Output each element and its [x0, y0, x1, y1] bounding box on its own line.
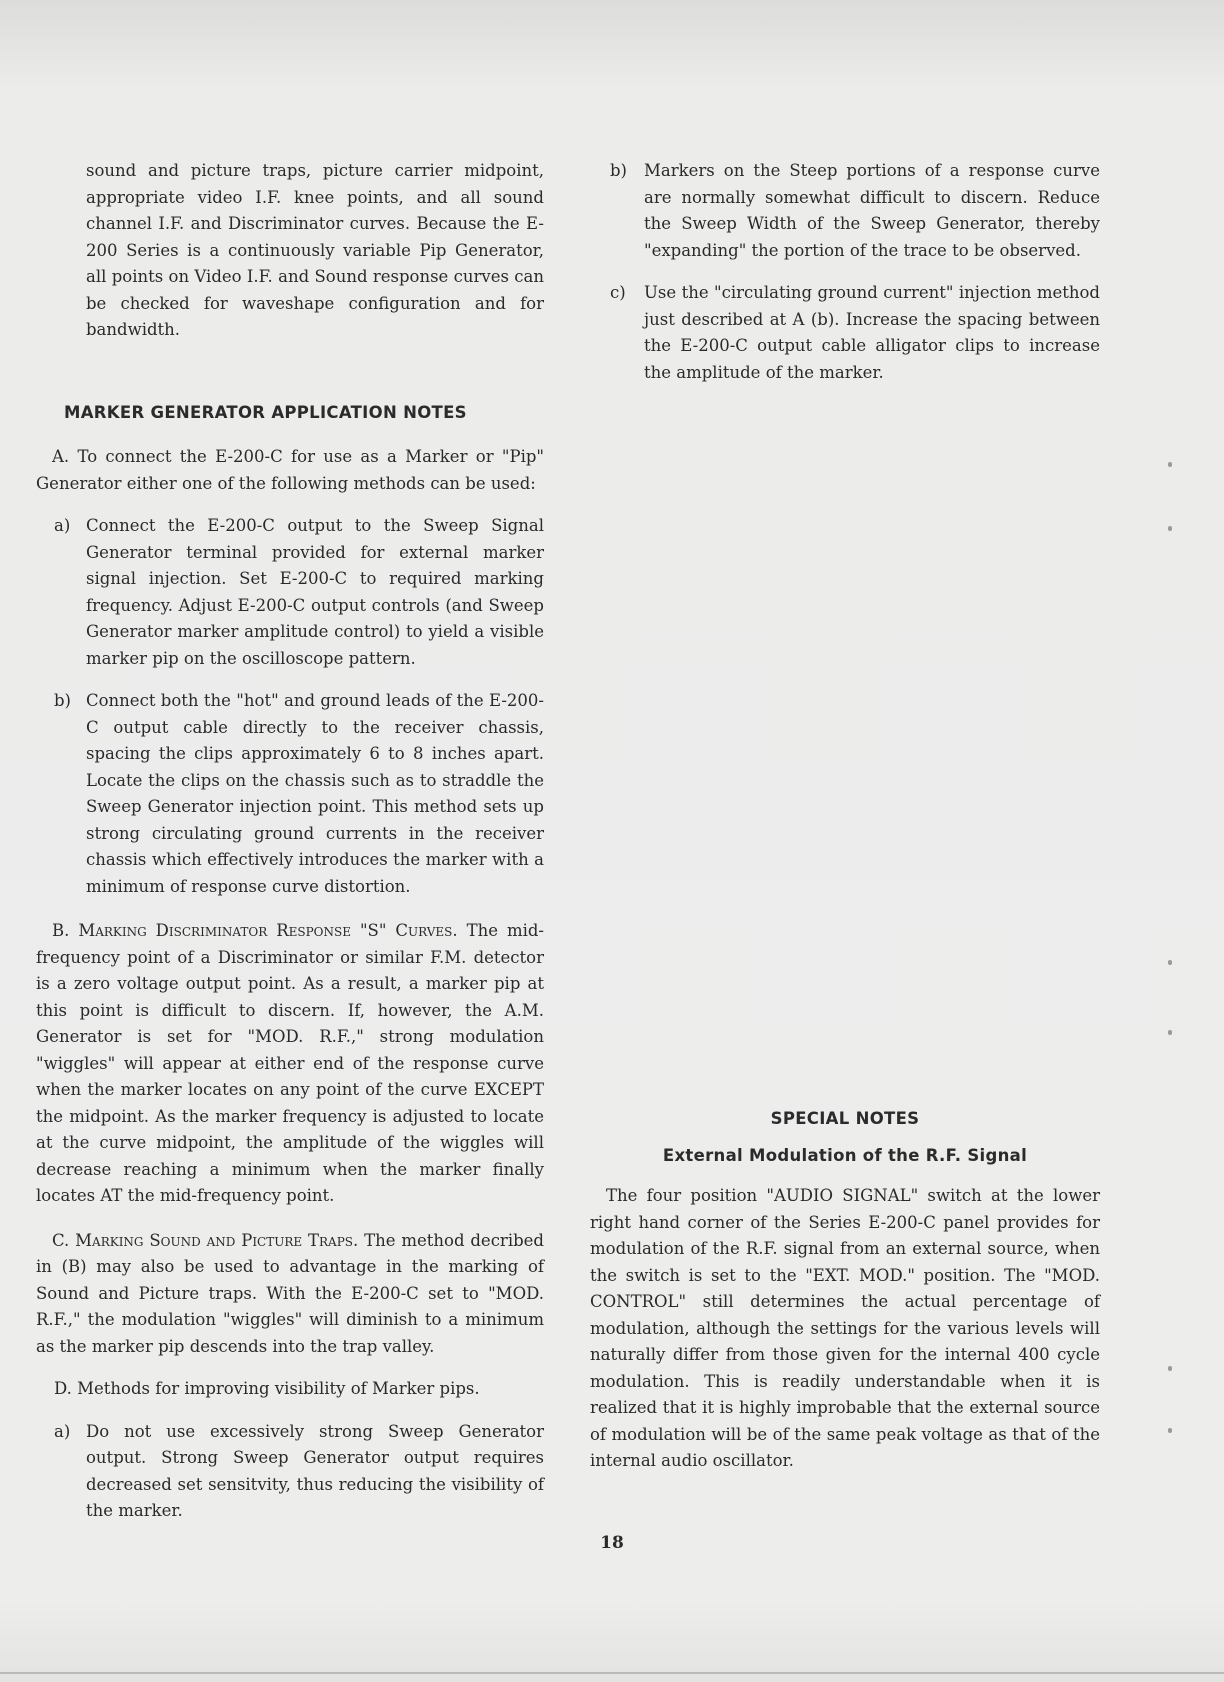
paragraph-c-lead: C. Marking Sound and Picture Traps. [52, 1230, 359, 1250]
list-item-right-b [590, 158, 1100, 264]
paragraph-c-text: The method decribed in (B) may also be used to advantage in the marking of Sound and Picture traps. With the E-200-C set to "MOD. R.F.," the modulation "wiggles" will diminish to a minimum as the marker pip descends into the trap valley. [36, 1230, 544, 1356]
scan-speck [1168, 960, 1172, 965]
list-item-right-c [590, 280, 1100, 386]
list-item-label: a) [54, 516, 71, 535]
section-heading-marker-generator: MARKER GENERATOR APPLICATION NOTES [64, 402, 467, 422]
list-item-label: b) [610, 161, 627, 180]
scan-speck [1168, 526, 1172, 531]
list-item-b [36, 688, 544, 900]
list-item-label: b) [54, 691, 71, 710]
paragraph-b-text: The mid-frequency point of a Discriminator or similar F.M. detector is a zero voltage output point. As a result, a marker pip at this point is difficult to discern. If, however, the A.M. Generator is set for "MOD. R.F.," strong modulation "wiggles" will appear at either end of the response curve when the marker locates on any point of the curve EXCEPT the midpoint. As the marker frequency is adjusted to locate at the curve midpoint, the amplitude of the wiggles will decrease reaching a minimum when the marker finally locates AT the mid-frequency point. [36, 921, 545, 1205]
list-item-a [36, 513, 544, 672]
scan-speck [1168, 1428, 1172, 1433]
list-item-text: Do not use excessively strong Sweep Generator output. Strong Sweep Generator output requires decreased set sensitvity, thus reducing the visibility of the marker. [86, 1421, 544, 1520]
intro-paragraph: sound and picture traps, picture carrier midpoint, appropriate video I.F. knee points, and all sound channel I.F. and Discriminator curves. Because the E-200 Series is a continuously variable Pip Generator, all points on Video I.F. and Sound response curves can be checked for waveshape configuration and for bandwidth. [86, 161, 544, 339]
right-column [590, 158, 1100, 1475]
scan-speck [1168, 1366, 1172, 1371]
list-item-text: Connect the E-200-C output to the Sweep Signal Generator terminal provided for external marker signal injection. Set E-200-C to required marking frequency. Adjust E-200-C output controls (and Sweep Generator marker amplitude control) to yield a visible marker pip on the oscilloscope pattern. [86, 516, 544, 668]
scan-speck [1168, 1030, 1172, 1035]
list-item-d-a [36, 1419, 544, 1525]
list-item-text: Connect both the "hot" and ground leads of the E-200-C output cable directly to the receiver chassis, spacing the clips approximately 6 to 8 inches apart. Locate the clips on the chassis such as to straddle the Sweep Generator injection point. This method sets up strong circulating ground currents in the receiver chassis which effectively introduces the marker with a minimum of response curve distortion. [86, 691, 544, 896]
paragraph-b [36, 918, 544, 1210]
list-item-label: a) [54, 1421, 71, 1441]
paragraph-a: A. To connect the E-200-C for use as a Marker or "Pip" Generator either one of the following methods can be used: [36, 447, 544, 493]
paragraph-c [36, 1228, 544, 1361]
list-item-label: c) [610, 283, 626, 302]
external-modulation-subheading: External Modulation of the R.F. Signal [662, 1145, 1028, 1165]
page-bottom-edge [0, 1672, 1224, 1674]
special-notes-paragraph: The four position "AUDIO SIGNAL" switch at the lower right hand corner of the Series E-200-C panel provides for modulation of the R.F. signal from an external source, when the switch is set to the "EXT. MOD." position. The "MOD. CONTROL" still determines the actual percentage of modulation, although the settings for the various levels will naturally differ from those given for the internal 400 cycle modulation. This is readily understandable when it is realized that it is highly improbable that the external source of modulation will be of the same peak voltage as that of the internal audio oscillator. [590, 1186, 1100, 1470]
paragraph-d: D. Methods for improving visibility of Marker pips. [54, 1379, 480, 1398]
special-notes-heading: SPECIAL NOTES [770, 1109, 920, 1128]
list-item-text: Use the "circulating ground current" injection method just described at A (b). Increase the spacing between the E-200-C output cable alligator clips to increase the amplitude of the marker. [644, 283, 1100, 382]
paragraph-b-lead: B. Marking Discriminator Response "S" Curves. [52, 921, 458, 940]
list-item-text: Markers on the Steep portions of a response curve are normally somewhat difficult to discern. Reduce the Sweep Width of the Sweep Generator, thereby "expanding" the portion of the trace to be observed. [644, 161, 1100, 260]
page-number: 18 [600, 1533, 624, 1553]
scan-speck [1168, 462, 1172, 467]
left-column [36, 158, 544, 1525]
